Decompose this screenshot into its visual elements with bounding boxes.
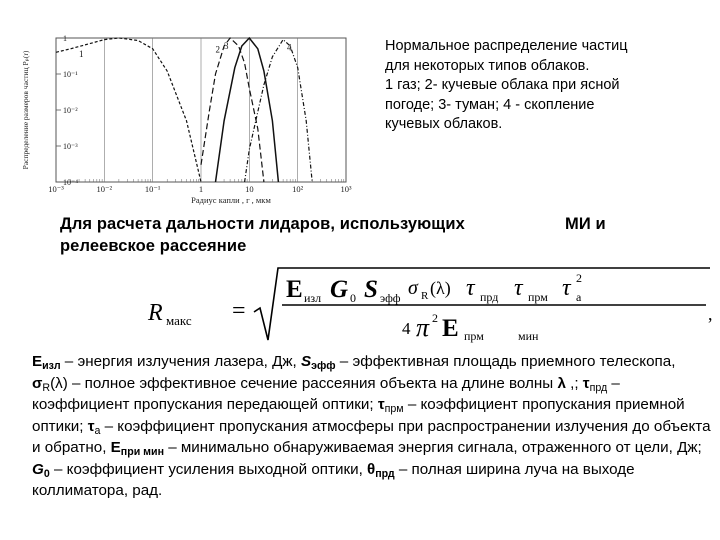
- caption-line: для некоторых типов облаков.: [385, 57, 590, 74]
- formula-lhs-sub: макс: [166, 313, 192, 328]
- num-tau-prd: τ: [466, 275, 475, 301]
- def-text: – коэффициент усиления выходной оптики,: [49, 460, 368, 478]
- def-text: – коэффициент пропускания приемной оптики;: [32, 396, 685, 435]
- def-text: – энергия излучения лазера, Дж,: [60, 353, 301, 370]
- def-text: (λ) – полное эффективное сечение рассеяния объекта на длине волны: [50, 374, 558, 392]
- num-lambda: (λ): [430, 278, 451, 298]
- x-tick-label: 10⁻²: [96, 184, 113, 194]
- definitions-paragraph: [32, 351, 712, 502]
- y-tick-label: 10⁻³: [63, 142, 78, 151]
- num-E-sub: изл: [304, 291, 322, 305]
- def-text: – эффективная площадь приемного телескопа,: [335, 353, 676, 370]
- section-heading: [60, 213, 700, 257]
- x-axis-label: Радиус капли , г , мкм: [191, 195, 271, 205]
- def-symbol-sub: изл: [42, 360, 61, 372]
- heading-line-1: Для расчета дальности лидаров, использующих: [60, 215, 465, 233]
- def-symbol: E: [32, 353, 43, 370]
- def-symbol-sub: 0: [43, 467, 50, 480]
- y-tick-label: 10⁻²: [63, 106, 78, 115]
- x-tick-label: 10⁻³: [48, 184, 64, 194]
- def-symbol: λ: [557, 374, 566, 392]
- chart-caption: [385, 37, 700, 135]
- den-E-sub2: мин: [518, 329, 539, 343]
- heading-line-1-right: МИ и: [565, 215, 606, 233]
- series-curve-1: [56, 38, 201, 182]
- num-S-sub: эфф: [380, 291, 401, 305]
- def-text: – минимально обнаруживаемая энергия сигнала, отраженного от цели, Дж;: [163, 439, 702, 456]
- def-text: – коэффициент пропускания передающей оптики;: [32, 374, 620, 413]
- num-tau-prm-sub: прм: [528, 290, 548, 304]
- x-tick-label: 10: [245, 184, 254, 194]
- def-text: – коэффициент пропускания атмосферы при распространении излучения до объекта и обратно,: [32, 417, 711, 456]
- def-symbol-sub: прд: [589, 381, 608, 394]
- y-tick-label: 10⁻¹: [63, 70, 78, 79]
- caption-line: Нормальное распределение частиц: [385, 38, 628, 54]
- formula-trailing-comma: ,: [708, 304, 713, 324]
- def-symbol-sub: эфф: [311, 360, 336, 372]
- def-symbol: G: [32, 460, 44, 478]
- y-tick-label: 10⁻⁴: [63, 178, 79, 187]
- den-pi-sup: 2: [432, 311, 438, 325]
- num-G: G: [330, 276, 349, 303]
- num-sigma-sub: R: [421, 290, 429, 302]
- def-symbol: E: [110, 439, 121, 456]
- def-text: ,;: [565, 374, 583, 392]
- formula-equals: =: [232, 298, 246, 324]
- formula-svg: [140, 262, 720, 344]
- formula-lhs: R: [148, 300, 163, 326]
- def-symbol-sub: прм: [384, 403, 404, 415]
- caption-line: кучевых облаков.: [385, 116, 503, 132]
- heading-line-2: релеевское рассеяние: [60, 237, 247, 255]
- num-tau-a: τ: [562, 275, 571, 301]
- range-formula: [140, 262, 720, 344]
- def-symbol: σ: [32, 374, 43, 392]
- def-symbol: θ: [367, 460, 376, 478]
- series-curve-2: [201, 38, 264, 182]
- den-four: 4: [402, 319, 411, 338]
- y-axis-label: Распределение размеров частиц Pₚ(r): [21, 50, 30, 170]
- den-pi: π: [416, 313, 430, 342]
- x-tick-label: 10³: [340, 184, 352, 194]
- def-symbol: τ: [87, 417, 95, 435]
- x-tick-label: 1: [198, 184, 204, 194]
- den-E: E: [442, 315, 459, 342]
- num-E: E: [286, 276, 303, 303]
- formula-numerator: [286, 271, 582, 305]
- num-tau-a-sub: а: [576, 290, 582, 304]
- series-label-2: 2: [215, 44, 221, 55]
- def-symbol-sub: прд: [375, 467, 395, 480]
- num-G-sub: 0: [350, 291, 356, 305]
- den-E-sub1: прм: [464, 329, 484, 343]
- num-sigma: σ: [408, 277, 418, 299]
- y-tick-label: 1: [63, 34, 67, 43]
- series-label-4: 4: [286, 42, 292, 53]
- def-symbol: τ: [582, 374, 590, 392]
- def-symbol: S: [300, 353, 312, 370]
- num-tau-prm: τ: [514, 275, 523, 301]
- def-symbol-sub: R: [42, 381, 51, 394]
- x-tick-label: 10²: [292, 184, 304, 194]
- num-tau-prd-sub: прд: [480, 290, 499, 304]
- series-curve-3: [216, 38, 279, 182]
- def-symbol-sub: при мин: [120, 446, 164, 458]
- series-label-3: 3: [224, 40, 229, 51]
- chart-svg: [8, 30, 363, 205]
- series-curve-4: [245, 40, 313, 182]
- def-text: – полная ширина луча на выходе коллиматора, рад.: [32, 460, 635, 499]
- def-symbol-sub: а: [94, 424, 101, 437]
- caption-line: 1 газ; 2- кучевые облака при ясной: [385, 77, 620, 93]
- particle-distribution-chart: [8, 30, 363, 205]
- x-tick-label: 10⁻¹: [144, 184, 161, 194]
- formula-denominator: [402, 311, 539, 343]
- num-S: S: [364, 276, 378, 303]
- def-symbol: τ: [377, 396, 385, 413]
- num-tau-a-sup: 2: [576, 271, 582, 285]
- caption-line: погоде; 3- туман; 4 - скопление: [385, 96, 595, 113]
- series-label-1: 1: [79, 48, 84, 59]
